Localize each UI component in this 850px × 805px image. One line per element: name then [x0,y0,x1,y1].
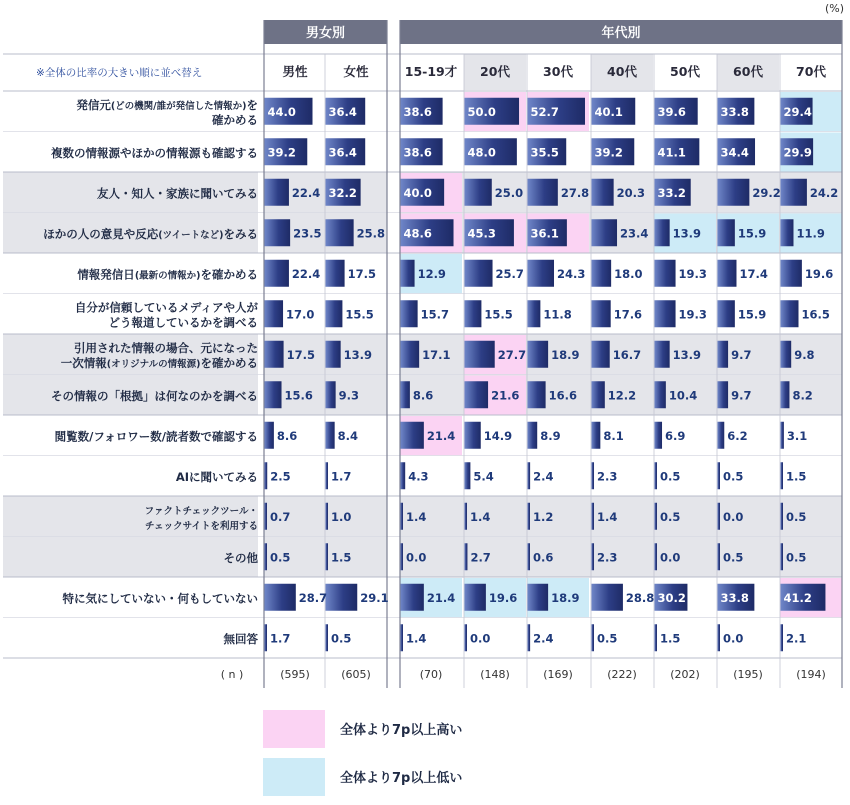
bar-r8-c3 [465,422,481,449]
bar-r7-c6 [655,381,666,408]
row-label-segment: 確かめる [212,112,258,127]
bar-r11-c6 [655,543,658,570]
row-label-10-line-1 [145,520,258,532]
row-label-10-line-0 [145,506,258,517]
bar-r6-c3 [465,341,495,368]
bar-r6-c4 [528,341,549,368]
value-label-r0-c6: 39.6 [657,104,686,119]
bar-r9-c4 [528,462,531,489]
bar-r10-c2 [401,503,404,530]
row-label-11 [224,551,259,565]
value-label-r10-c2: 1.4 [406,509,427,524]
bar-r5-c6 [655,300,676,327]
value-label-r8-c0: 8.6 [276,428,298,443]
column-header-0: 男性 [282,64,308,79]
value-label-r13-c4: 2.4 [533,631,554,646]
bar-r7-c0 [265,381,282,408]
value-label-r9-c7: 0.5 [723,469,744,484]
value-label-r5-c4: 11.8 [543,307,572,322]
bar-r13-c1 [326,624,329,651]
bar-r2-c5 [592,179,614,206]
value-label-r10-c1: 1.0 [331,509,352,524]
value-label-r3-c4: 36.1 [530,226,559,241]
bar-r4-c8 [781,260,802,287]
bar-r12-c3 [465,584,486,611]
value-label-r10-c3: 1.4 [470,509,491,524]
value-label-r7-c0: 15.6 [284,388,313,403]
row-label-segment: 友人・知人・家族に聞いてみる [97,186,258,201]
value-label-r12-c0: 28.7 [298,590,328,605]
bar-r5-c1 [326,300,343,327]
legend-label-high: 全体より7p以上高い [340,723,463,738]
bar-r4-c0 [265,260,289,287]
bar-r6-c8 [781,341,792,368]
column-header-8: 70代 [796,64,826,79]
bar-r7-c5 [592,381,605,408]
value-label-r2-c0: 22.4 [291,185,321,200]
column-header-3: 20代 [480,64,510,79]
bar-r5-c7 [718,300,735,327]
value-label-r1-c0: 39.2 [267,145,296,160]
value-label-r4-c3: 25.7 [495,266,524,281]
bar-r11-c7 [718,543,721,570]
bar-r12-c1 [326,584,358,611]
value-label-r6-c5: 16.7 [612,347,642,362]
value-label-r13-c7: 0.0 [723,631,744,646]
value-label-r4-c5: 18.0 [614,266,643,281]
value-label-r8-c6: 6.9 [665,428,686,443]
n-value-3: (148) [480,668,510,681]
row-label-segment: チェックサイトを利用する [144,520,258,532]
bar-r8-c5 [592,422,601,449]
bar-r8-c7 [718,422,725,449]
row-label-6-line-1 [61,356,258,370]
value-label-r4-c7: 17.4 [739,266,768,281]
value-label-r3-c0: 23.5 [293,226,322,241]
value-label-r9-c2: 4.3 [408,469,429,484]
value-label-r11-c0: 0.5 [270,550,291,565]
row-label-segment: 特に気にしていない・何もしていない [62,591,258,606]
value-label-r6-c8: 9.8 [794,347,815,362]
value-label-r2-c5: 20.3 [616,185,646,200]
bar-r3-c7 [718,219,735,246]
row-label-0-line-0 [76,98,258,112]
value-label-r12-c2: 21.4 [426,590,456,605]
bar-r13-c5 [592,624,595,651]
value-label-r9-c1: 1.7 [331,469,352,484]
bar-r8-c4 [528,422,538,449]
bar-r9-c3 [465,462,471,489]
sort-note: ※全体の比率の大きい順に並べ替え [36,67,203,79]
row-label-0-line-1 [212,113,258,127]
value-label-r5-c7: 15.9 [737,307,767,322]
value-label-r13-c2: 1.4 [406,631,427,646]
n-value-8: (194) [796,668,826,681]
bar-r3-c6 [655,219,670,246]
bar-r7-c1 [326,381,336,408]
bar-r10-c5 [592,503,595,530]
value-label-r3-c8: 11.9 [796,226,825,241]
bar-r7-c2 [401,381,410,408]
bar-r13-c3 [465,624,468,651]
bar-r7-c8 [781,381,790,408]
column-header-4: 30代 [543,64,573,79]
value-label-r3-c3: 45.3 [467,226,496,241]
bar-r10-c0 [265,503,268,530]
bar-r13-c0 [265,624,268,651]
row-label-segment: (オリジナルの情報源) [106,358,201,370]
bar-r9-c8 [781,462,784,489]
bar-r4-c7 [718,260,737,287]
value-label-r7-c6: 10.4 [668,388,698,403]
row-label-7 [51,389,258,403]
value-label-r7-c5: 12.2 [607,388,637,403]
value-label-r0-c4: 52.7 [530,104,559,119]
row-label-6-line-0 [74,341,258,355]
column-header-2: 15-19才 [404,64,458,79]
value-label-r6-c6: 13.9 [672,347,702,362]
value-label-r8-c4: 8.9 [540,428,561,443]
value-label-r2-c7: 29.2 [752,185,781,200]
value-label-r8-c3: 14.9 [483,428,513,443]
legend-label-low: 全体より7p以上低い [340,771,463,786]
value-label-r0-c8: 29.4 [783,104,812,119]
bar-r12-c2 [401,584,424,611]
bar-r11-c0 [265,543,268,570]
value-label-r6-c4: 18.9 [551,347,580,362]
value-label-r4-c2: 12.9 [417,266,446,281]
value-label-r12-c3: 19.6 [488,590,518,605]
bar-r10-c8 [781,503,784,530]
bar-r3-c5 [592,219,618,246]
row-label-segment: 情報発信日 [77,267,135,282]
row-label-segment: 一次情報 [60,355,107,370]
value-label-r1-c3: 48.0 [467,145,496,160]
bar-r5-c5 [592,300,611,327]
bar-r10-c6 [655,503,658,530]
bar-r6-c1 [326,341,341,368]
bar-r4-c4 [528,260,555,287]
column-header-6: 50代 [670,64,700,79]
value-label-r11-c4: 0.6 [533,550,554,565]
value-label-r12-c4: 18.9 [551,590,580,605]
bar-r13-c4 [528,624,531,651]
bar-r8-c2 [401,422,424,449]
value-label-r3-c2: 48.6 [403,226,432,241]
value-label-r1-c4: 35.5 [530,145,559,160]
bar-r6-c2 [401,341,420,368]
bar-r3-c0 [265,219,291,246]
row-label-9 [176,470,258,484]
value-label-r5-c8: 16.5 [801,307,830,322]
bar-r12-c0 [265,584,296,611]
value-label-r7-c2: 8.6 [412,388,434,403]
value-label-r10-c5: 1.4 [597,509,618,524]
bar-r5-c4 [528,300,541,327]
value-label-r0-c2: 38.6 [403,104,432,119]
value-label-r6-c7: 9.7 [731,347,752,362]
row-label-segment: (ツイートなど) [158,229,224,241]
value-label-r12-c7: 33.8 [720,590,749,605]
value-label-r1-c1: 36.4 [328,145,357,160]
value-label-r12-c1: 29.1 [360,590,389,605]
column-header-1: 女性 [343,64,369,79]
value-label-r13-c1: 0.5 [331,631,352,646]
bar-r2-c0 [265,179,289,206]
bar-r6-c7 [718,341,729,368]
value-label-r6-c1: 13.9 [343,347,373,362]
row-label-segment: 自分が信頼しているメディアや人が [74,300,258,315]
value-label-r11-c7: 0.5 [723,550,744,565]
value-label-r6-c0: 17.5 [286,347,315,362]
bar-r4-c5 [592,260,612,287]
value-label-r8-c7: 6.2 [727,428,748,443]
bar-r8-c0 [265,422,274,449]
row-label-segment: 閲覧数/フォロワー数/読者数で確認する [54,429,258,444]
bar-r4-c3 [465,260,493,287]
bar-r13-c2 [401,624,404,651]
value-label-r5-c2: 15.7 [420,307,450,322]
value-label-r0-c1: 36.4 [328,104,357,119]
row-label-segment: AIに聞いてみる [175,469,258,484]
bar-r10-c4 [528,503,531,530]
bar-r9-c7 [718,462,721,489]
value-label-r2-c8: 24.2 [809,185,839,200]
value-label-r2-c3: 25.0 [494,185,524,200]
bar-r10-c7 [718,503,721,530]
legend-swatch-low [263,758,325,796]
value-label-r8-c5: 8.1 [603,428,624,443]
row-label-3 [43,227,258,241]
row-label-segment: を確かめる [200,267,258,282]
value-label-r8-c1: 8.4 [337,428,359,443]
bar-r3-c8 [781,219,794,246]
bar-r10-c1 [326,503,329,530]
value-label-r4-c4: 24.3 [557,266,586,281]
bar-r9-c5 [592,462,595,489]
value-label-r0-c5: 40.1 [594,104,623,119]
row-label-segment: その情報の「根拠」は何なのかを調べる [51,388,258,403]
row-label-segment: (どの機関/誰が発信した情報か) [110,100,247,112]
value-label-r4-c6: 19.3 [678,266,707,281]
value-label-r7-c7: 9.7 [731,388,752,403]
bar-r6-c5 [592,341,610,368]
value-label-r5-c3: 15.5 [484,307,513,322]
value-label-r9-c3: 5.4 [473,469,494,484]
n-value-6: (202) [670,668,700,681]
value-label-r1-c8: 29.9 [783,145,812,160]
value-label-r3-c1: 25.8 [356,226,386,241]
row-label-5-line-0 [75,300,259,314]
bar-r5-c0 [265,300,284,327]
bar-r3-c1 [326,219,354,246]
value-label-r13-c0: 1.7 [270,631,291,646]
value-label-r12-c6: 30.2 [657,590,686,605]
bar-r8-c1 [326,422,335,449]
n-value-1: (605) [341,668,371,681]
value-label-r12-c5: 28.8 [625,590,655,605]
value-label-r11-c1: 1.5 [331,550,352,565]
value-label-r5-c5: 17.6 [613,307,643,322]
value-label-r11-c8: 0.5 [786,550,807,565]
value-label-r1-c2: 38.6 [403,145,432,160]
value-label-r13-c6: 1.5 [660,631,681,646]
gender-group-header: 男女別 [305,26,346,41]
n-value-4: (169) [543,668,573,681]
bar-r4-c1 [326,260,345,287]
bar-r7-c3 [465,381,489,408]
row-label-12 [63,591,259,605]
bar-r4-c6 [655,260,676,287]
column-header-7: 60代 [733,64,763,79]
value-label-r12-c8: 41.2 [783,590,812,605]
bar-r12-c5 [592,584,623,611]
row-label-1 [51,146,258,160]
value-label-r5-c0: 17.0 [286,307,315,322]
bar-r4-c2 [401,260,415,287]
value-label-r13-c5: 0.5 [597,631,618,646]
bar-r5-c3 [465,300,482,327]
n-value-5: (222) [607,668,637,681]
value-label-r10-c8: 0.5 [786,509,807,524]
value-label-r4-c8: 19.6 [804,266,834,281]
bar-r12-c4 [528,584,549,611]
bar-r9-c6 [655,462,658,489]
value-label-r3-c7: 15.9 [737,226,767,241]
row-label-segment: 発信元 [76,97,111,112]
n-value-0: (595) [280,668,310,681]
value-label-r1-c7: 34.4 [720,145,749,160]
bar-r2-c8 [781,179,807,206]
value-label-r0-c3: 50.0 [467,104,496,119]
bar-r8-c8 [781,422,784,449]
row-label-segment: 無回答 [223,631,258,646]
value-label-r11-c3: 2.7 [470,550,491,565]
value-label-r6-c2: 17.1 [422,347,451,362]
bar-r11-c8 [781,543,784,570]
row-label-4 [77,267,258,281]
value-label-r7-c1: 9.3 [338,388,360,403]
value-label-r10-c6: 0.5 [660,509,681,524]
row-label-segment: を確かめる [200,355,258,370]
bar-r11-c4 [528,543,531,570]
value-label-r7-c8: 8.2 [792,388,813,403]
bar-r11-c2 [401,543,404,570]
row-label-segment: 複数の情報源やほかの情報源も確認する [51,145,258,160]
value-label-r5-c1: 15.5 [345,307,374,322]
bar-r6-c0 [265,341,284,368]
value-label-r2-c2: 40.0 [403,185,432,200]
bar-r10-c3 [465,503,468,530]
value-label-r2-c6: 33.2 [657,185,686,200]
value-label-r7-c3: 21.6 [491,388,520,403]
bar-r2-c7 [718,179,750,206]
value-label-r7-c4: 16.6 [548,388,577,403]
value-label-r5-c6: 19.3 [678,307,707,322]
row-label-segment: ファクトチェックツール・ [144,505,258,517]
row-label-8 [55,429,258,443]
bar-r11-c3 [465,543,468,570]
n-value-2: (70) [419,668,443,681]
value-label-r13-c8: 2.1 [786,631,807,646]
value-label-r9-c0: 2.5 [270,469,291,484]
value-label-r3-c6: 13.9 [672,226,702,241]
bar-r9-c2 [401,462,406,489]
value-label-r1-c6: 41.1 [657,145,686,160]
bar-r13-c7 [718,624,721,651]
value-label-r11-c2: 0.0 [406,550,427,565]
value-label-r4-c0: 22.4 [291,266,321,281]
value-label-r4-c1: 17.5 [347,266,376,281]
value-label-r11-c6: 0.0 [660,550,681,565]
row-label-segment: (最新の情報か) [134,270,201,282]
value-label-r10-c7: 0.0 [723,509,744,524]
unit-label: (%) [824,2,844,15]
n-row-label: ( n ) [220,668,244,681]
n-value-7: (195) [733,668,763,681]
row-label-segment: どう報道しているかを調べる [108,315,258,330]
bar-r5-c2 [401,300,418,327]
value-label-r1-c5: 39.2 [594,145,623,160]
row-label-segment: その他 [223,550,258,565]
bar-r9-c0 [265,462,268,489]
value-label-r9-c4: 2.4 [533,469,554,484]
row-label-segment: ほかの人の意見や反応 [43,226,159,241]
row-label-segment: 引用された情報の場合、元になった [74,340,258,355]
row-label-segment: を [246,97,258,112]
legend-swatch-high [263,710,325,748]
age-group-header: 年代別 [601,26,641,41]
value-label-r9-c8: 1.5 [786,469,807,484]
value-label-r11-c5: 2.3 [597,550,618,565]
row-label-2 [97,186,258,200]
row-label-segment: をみる [223,226,258,241]
value-label-r10-c0: 0.7 [270,509,291,524]
value-label-r3-c5: 23.4 [620,226,649,241]
bar-r2-c3 [465,179,492,206]
row-label-13 [224,632,259,646]
value-label-r8-c2: 21.4 [426,428,456,443]
bar-r13-c6 [655,624,658,651]
value-label-r0-c0: 44.0 [267,104,296,119]
value-label-r6-c3: 27.7 [497,347,527,362]
value-label-r9-c5: 2.3 [597,469,618,484]
value-label-r13-c3: 0.0 [470,631,491,646]
bar-r11-c1 [326,543,329,570]
bar-r7-c4 [528,381,546,408]
bar-r5-c8 [781,300,799,327]
bar-r2-c4 [528,179,558,206]
bar-r8-c6 [655,422,663,449]
bar-r6-c6 [655,341,670,368]
row-label-5-line-1 [109,315,259,329]
value-label-r2-c1: 32.2 [328,185,357,200]
bar-r9-c1 [326,462,329,489]
value-label-r8-c8: 3.1 [786,428,808,443]
bar-r11-c5 [592,543,595,570]
value-label-r0-c7: 33.8 [720,104,749,119]
bar-r7-c7 [718,381,729,408]
column-header-5: 40代 [607,64,637,79]
bar-r13-c8 [781,624,784,651]
value-label-r2-c4: 27.8 [560,185,590,200]
value-label-r10-c4: 1.2 [533,509,554,524]
value-label-r9-c6: 0.5 [660,469,681,484]
